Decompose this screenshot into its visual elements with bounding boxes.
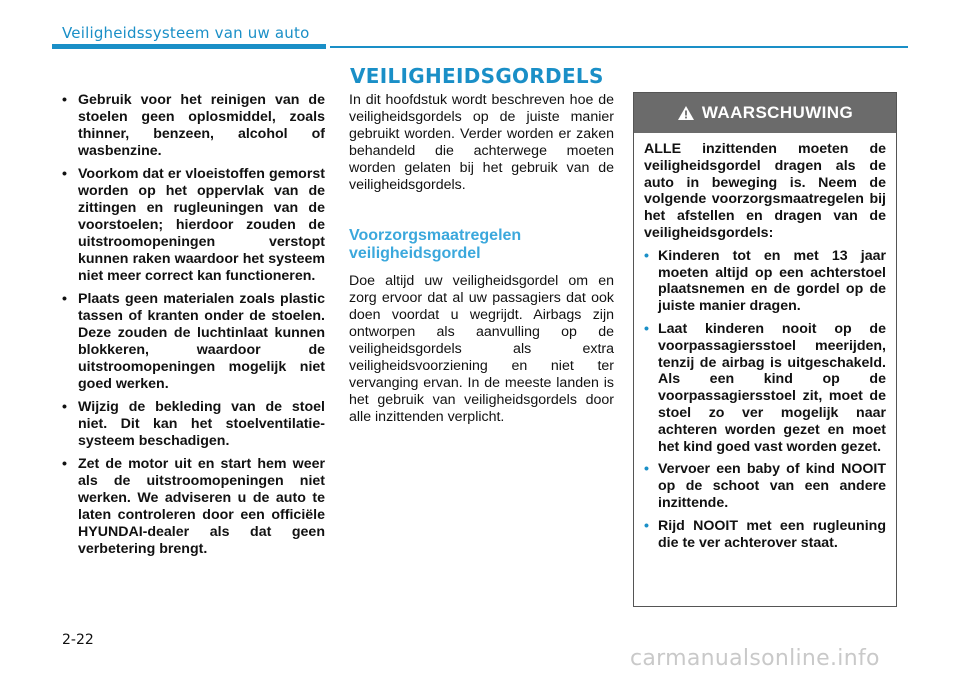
list-item-text: Laat kinderen nooit op de voorpassagiersstoel meerijden, tenzij de airbag is uitgeschakeld. Als een kind op de voorpassagiersstoel zit, moet de stoel zo ver mogelijk naar achteren worden gezet en moet het kind goed vast worden gezet. bbox=[658, 320, 886, 455]
list-item: • Gebruik voor het reinigen van de stoelen geen oplosmiddel, zoals thinner, benzeen, alcohol of wasbenzine. bbox=[62, 92, 325, 159]
body-paragraph: Doe altijd uw veiligheidsgordel om en zorg ervoor dat al uw passagiers dat ook doen voordat u wegrijdt. Airbags zijn ontworpen als aanvulling op de veiligheidsgordels als extra veiligheidsvoorziening en niet ter vervanging ervan. In de meeste landen is het gebruik van veiligheidsgordels door alle inzittenden verplicht. bbox=[349, 273, 614, 425]
intro-paragraph: In dit hoofdstuk wordt beschreven hoe de veiligheidsgordels op de juiste manier gebruikt worden. Verder worden er zaken behandeld die achterwege moeten worden gelaten bij het gebruik van de veiligheidsgordels. bbox=[349, 92, 614, 193]
list-item: • Voorkom dat er vloeistoffen gemorst worden op het oppervlak van de zittingen en rugleuningen van de voorstoelen; hierdoor zouden de uitstroomopeningen verstopt kunnen raken waardoor het systeem niet meer correct kan functioneren. bbox=[62, 166, 325, 284]
list-item-text: Plaats geen materialen zoals plastic tassen of kranten onder de stoelen. Deze zouden de luchtinlaat kunnen blokkeren, waardoor de uitstroomopeningen mogelijk niet goed werken. bbox=[78, 291, 325, 392]
watermark: carmanualsonline.info bbox=[630, 646, 880, 671]
list-item-text: Kinderen tot en met 13 jaar moeten altijd op een achterstoel plaatsnemen en de gordel op de juiste manier dragen. bbox=[658, 247, 886, 315]
caution-list bbox=[62, 92, 325, 558]
page-number: 2-22 bbox=[62, 632, 94, 648]
header-rule bbox=[330, 46, 908, 48]
list-item-text: Gebruik voor het reinigen van de stoelen geen oplosmiddel, zoals thinner, benzeen, alcohol of wasbenzine. bbox=[78, 92, 325, 159]
list-item: • Zet de motor uit en start hem weer als de uitstroomopeningen niet werken. We adviseren u de auto te laten controleren door een officiële HYUNDAI-dealer als dat geen verbetering brengt. bbox=[62, 456, 325, 557]
warning-intro: ALLE inzittenden moeten de veiligheidsgordel dragen als de auto in beweging is. Neem de volgende voorzorgsmaatregelen bij het afstellen en dragen van de veiligheidsgordels: bbox=[644, 141, 886, 241]
warning-triangle-icon bbox=[677, 105, 695, 121]
list-item-text: Vervoer een baby of kind NOOIT op de schoot van een andere inzittende. bbox=[658, 461, 886, 511]
section-title: VEILIGHEIDSGORDELS bbox=[350, 64, 604, 88]
list-item-text: Rijd NOOIT met een rugleuning die te ver achterover staat. bbox=[658, 517, 886, 551]
left-column bbox=[62, 92, 325, 564]
list-item: • Laat kinderen nooit op de voorpassagiersstoel meerijden, tenzij de airbag is uitgeschakeld. Als een kind op de voorpassagiersstoel zit, moet de stoel zo ver mogelijk naar achteren worden gezet en moet het kind goed vast worden gezet. bbox=[644, 320, 886, 455]
header-rule-accent bbox=[52, 44, 326, 49]
warning-title: WAARSCHUWING bbox=[701, 103, 854, 122]
list-item-text: Wijzig de bekleding van de stoel niet. Dit kan het stoelventilatie-systeem beschadigen. bbox=[78, 399, 325, 449]
list-item: • Wijzig de bekleding van de stoel niet. Dit kan het stoelventilatie-systeem beschadigen. bbox=[62, 399, 325, 449]
list-item: • Kinderen tot en met 13 jaar moeten altijd op een achterstoel plaatsnemen en de gordel op de juiste manier dragen. bbox=[644, 247, 886, 315]
list-item-text: Voorkom dat er vloeistoffen gemorst worden op het oppervlak van de zittingen en rugleuningen van de voorstoelen; hierdoor zouden de uitstroomopeningen verstopt kunnen raken waardoor het systeem niet meer correct kan functioneren. bbox=[78, 166, 325, 284]
warning-header bbox=[634, 93, 896, 133]
warning-list bbox=[644, 248, 886, 552]
warning-body bbox=[634, 133, 896, 551]
list-item: • Rijd NOOIT met een rugleuning die te ver achterover staat. bbox=[644, 517, 886, 551]
middle-column bbox=[349, 92, 614, 426]
list-item: • Plaats geen materialen zoals plastic tassen of kranten onder de stoelen. Deze zouden de luchtinlaat kunnen blokkeren, waardoor de uitstroomopeningen mogelijk niet goed werken. bbox=[62, 291, 325, 392]
list-item-text: Zet de motor uit en start hem weer als de uitstroomopeningen niet werken. We adviseren u de auto te laten controleren door een officiële HYUNDAI-dealer als dat geen verbetering brengt. bbox=[78, 456, 325, 557]
warning-box bbox=[633, 92, 897, 607]
running-header: Veiligheidssysteem van uw auto bbox=[62, 24, 310, 42]
list-item: • Vervoer een baby of kind NOOIT op de schoot van een andere inzittende. bbox=[644, 461, 886, 511]
subheading: Voorzorgsmaatregelen veiligheidsgordel bbox=[349, 227, 522, 262]
